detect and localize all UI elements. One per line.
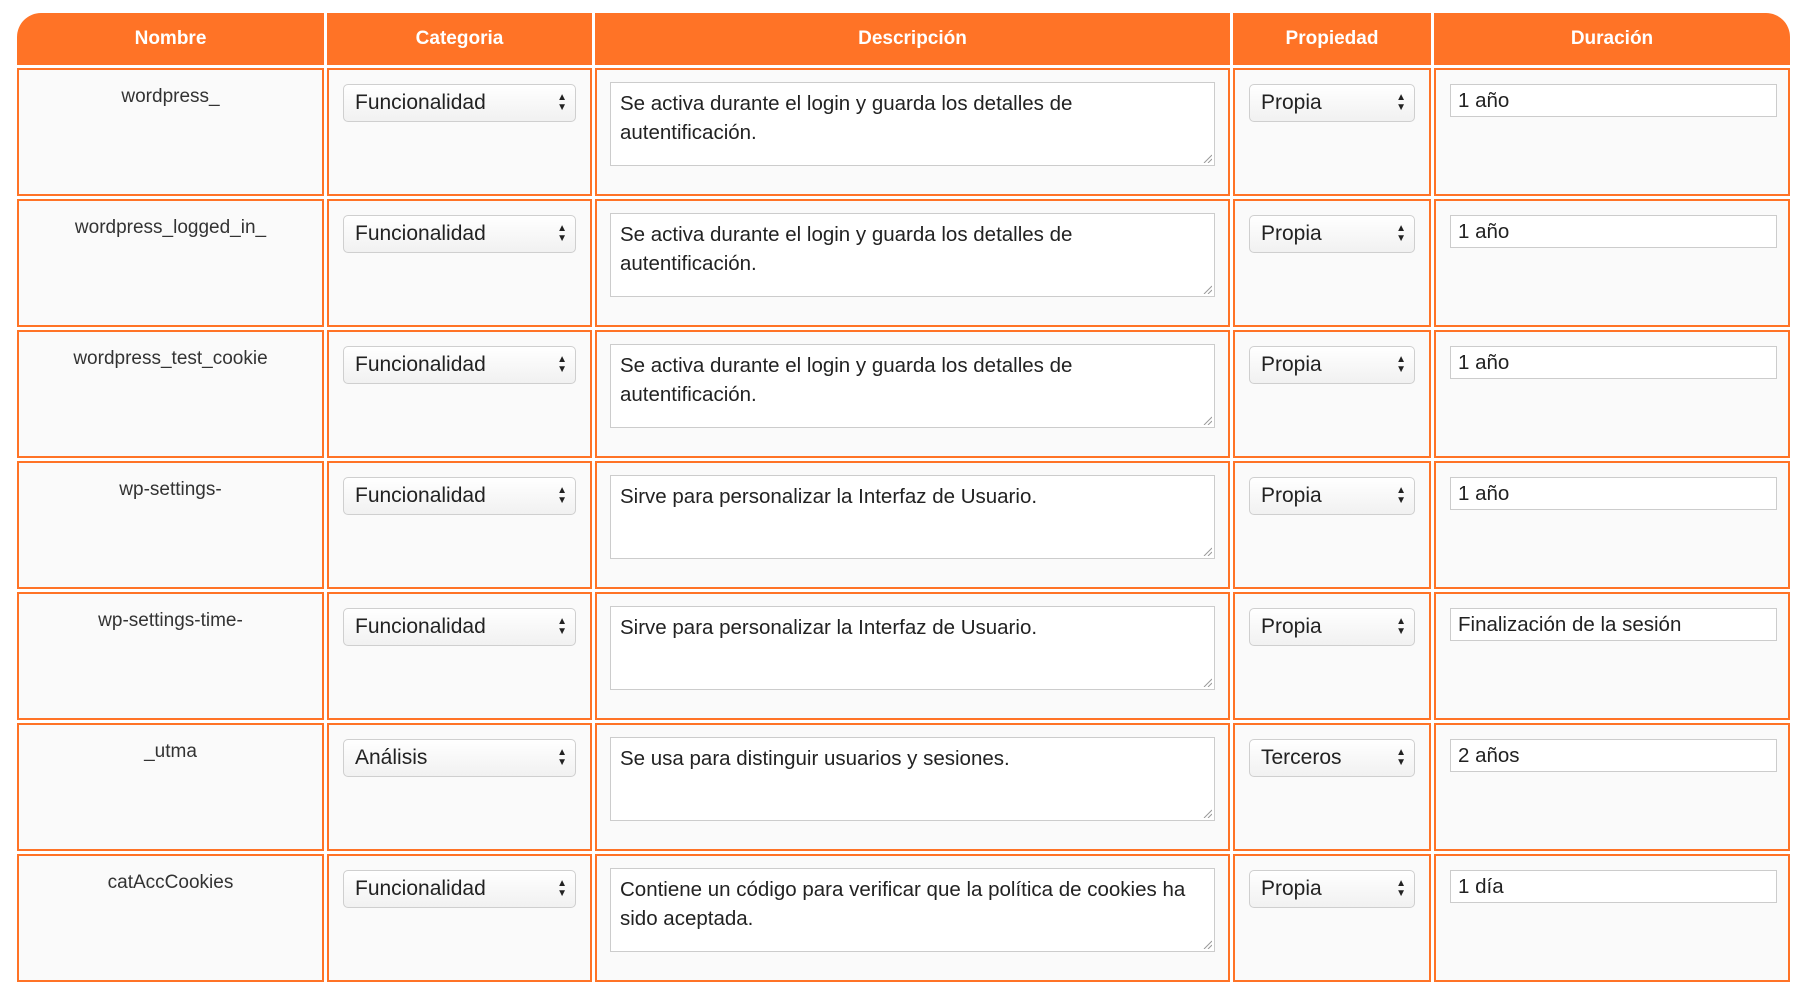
duration-input[interactable] — [1450, 215, 1777, 248]
cookie-name: _utma — [144, 741, 197, 762]
duration-value: 1 año — [1458, 482, 1510, 505]
property-cell — [1233, 68, 1431, 196]
property-select-value: Terceros — [1261, 746, 1342, 769]
category-select-value: Funcionalidad — [355, 353, 486, 376]
category-select-value: Funcionalidad — [355, 615, 486, 638]
property-select[interactable] — [1249, 739, 1415, 777]
category-select-value: Análisis — [355, 746, 428, 769]
cookie-name-cell — [17, 68, 324, 196]
updown-arrows-icon: ▲ ▼ — [1396, 485, 1406, 506]
property-select-value: Propia — [1261, 91, 1322, 114]
category-select[interactable] — [343, 477, 576, 515]
table-body — [17, 68, 1790, 982]
description-cell — [595, 854, 1230, 982]
property-select[interactable] — [1249, 215, 1415, 253]
table-row — [17, 330, 1790, 458]
category-cell — [327, 461, 592, 589]
duration-input[interactable] — [1450, 346, 1777, 379]
property-select-value: Propia — [1261, 877, 1322, 900]
duration-cell — [1434, 723, 1790, 851]
updown-arrows-icon: ▲ ▼ — [557, 92, 567, 113]
cookie-name: wordpress_test_cookie — [73, 348, 268, 369]
property-cell — [1233, 330, 1431, 458]
description-textarea[interactable] — [610, 868, 1215, 952]
duration-input[interactable] — [1450, 477, 1777, 510]
description-text: Se activa durante el login y guarda los detalles de autentificación. — [620, 354, 1073, 406]
updown-arrows-icon: ▲ ▼ — [557, 616, 567, 637]
updown-arrows-icon: ▲ ▼ — [557, 878, 567, 899]
cookies-table — [14, 10, 1793, 985]
category-cell — [327, 68, 592, 196]
cookie-name-cell — [17, 461, 324, 589]
duration-cell — [1434, 592, 1790, 720]
description-cell — [595, 723, 1230, 851]
resize-grip-icon[interactable] — [1202, 284, 1212, 294]
property-select[interactable] — [1249, 870, 1415, 908]
category-select[interactable] — [343, 215, 576, 253]
description-text: Se activa durante el login y guarda los detalles de autentificación. — [620, 223, 1073, 275]
duration-input[interactable] — [1450, 84, 1777, 117]
updown-arrows-icon: ▲ ▼ — [1396, 747, 1406, 768]
property-cell — [1233, 199, 1431, 327]
cookie-name-cell — [17, 199, 324, 327]
description-cell — [595, 68, 1230, 196]
table-row — [17, 461, 1790, 589]
cookie-name-cell — [17, 723, 324, 851]
duration-input[interactable] — [1450, 608, 1777, 641]
description-cell — [595, 330, 1230, 458]
category-cell — [327, 723, 592, 851]
updown-arrows-icon: ▲ ▼ — [557, 223, 567, 244]
property-select[interactable] — [1249, 84, 1415, 122]
duration-value: 1 año — [1458, 89, 1510, 112]
header-nombre: Nombre — [17, 13, 324, 65]
duration-value: Finalización de la sesión — [1458, 613, 1682, 636]
category-cell — [327, 592, 592, 720]
description-text: Contiene un código para verificar que la política de cookies ha sido aceptada. — [620, 878, 1186, 930]
category-cell — [327, 199, 592, 327]
cookie-name: wp-settings- — [119, 479, 222, 500]
resize-grip-icon[interactable] — [1202, 677, 1212, 687]
description-textarea[interactable] — [610, 213, 1215, 297]
resize-grip-icon[interactable] — [1202, 153, 1212, 163]
resize-grip-icon[interactable] — [1202, 415, 1212, 425]
duration-cell — [1434, 854, 1790, 982]
property-select[interactable] — [1249, 346, 1415, 384]
header-duracion: Duración — [1434, 13, 1790, 65]
category-select-value: Funcionalidad — [355, 484, 486, 507]
description-textarea[interactable] — [610, 737, 1215, 821]
description-textarea[interactable] — [610, 82, 1215, 166]
duration-cell — [1434, 461, 1790, 589]
table-row — [17, 592, 1790, 720]
cookie-name: wp-settings-time- — [98, 610, 243, 631]
duration-cell — [1434, 68, 1790, 196]
description-cell — [595, 199, 1230, 327]
duration-value: 2 años — [1458, 744, 1520, 767]
updown-arrows-icon: ▲ ▼ — [557, 485, 567, 506]
category-select-value: Funcionalidad — [355, 222, 486, 245]
property-cell — [1233, 854, 1431, 982]
updown-arrows-icon: ▲ ▼ — [1396, 878, 1406, 899]
description-text: Se usa para distinguir usuarios y sesiones. — [620, 747, 1010, 770]
cookie-name: wordpress_logged_in_ — [74, 217, 267, 238]
description-textarea[interactable] — [610, 475, 1215, 559]
table-header — [17, 13, 1790, 65]
resize-grip-icon[interactable] — [1202, 808, 1212, 818]
description-text: Se activa durante el login y guarda los detalles de autentificación. — [620, 92, 1073, 144]
updown-arrows-icon: ▲ ▼ — [1396, 92, 1406, 113]
property-cell — [1233, 592, 1431, 720]
duration-value: 1 año — [1458, 220, 1510, 243]
cookie-name-cell — [17, 854, 324, 982]
property-select-value: Propia — [1261, 484, 1322, 507]
table-row — [17, 723, 1790, 851]
category-select[interactable] — [343, 84, 576, 122]
category-select[interactable] — [343, 346, 576, 384]
category-select[interactable] — [343, 870, 576, 908]
resize-grip-icon[interactable] — [1202, 546, 1212, 556]
cookies-table-container — [14, 10, 1787, 985]
property-cell — [1233, 723, 1431, 851]
category-select-value: Funcionalidad — [355, 91, 486, 114]
resize-grip-icon[interactable] — [1202, 939, 1212, 949]
property-select-value: Propia — [1261, 353, 1322, 376]
duration-input[interactable] — [1450, 739, 1777, 772]
description-cell — [595, 461, 1230, 589]
updown-arrows-icon: ▲ ▼ — [557, 747, 567, 768]
table-row — [17, 854, 1790, 982]
duration-cell — [1434, 330, 1790, 458]
updown-arrows-icon: ▲ ▼ — [1396, 223, 1406, 244]
updown-arrows-icon: ▲ ▼ — [1396, 354, 1406, 375]
property-select-value: Propia — [1261, 222, 1322, 245]
header-row — [17, 13, 1790, 65]
header-descripcion: Descripción — [595, 13, 1230, 65]
property-select[interactable] — [1249, 477, 1415, 515]
description-text: Sirve para personalizar la Interfaz de Usuario. — [620, 485, 1038, 508]
description-textarea[interactable] — [610, 344, 1215, 428]
updown-arrows-icon: ▲ ▼ — [1396, 616, 1406, 637]
header-propiedad: Propiedad — [1233, 13, 1431, 65]
updown-arrows-icon: ▲ ▼ — [557, 354, 567, 375]
header-categoria: Categoria — [327, 13, 592, 65]
property-cell — [1233, 461, 1431, 589]
duration-input[interactable] — [1450, 870, 1777, 903]
duration-cell — [1434, 199, 1790, 327]
description-textarea[interactable] — [610, 606, 1215, 690]
property-select[interactable] — [1249, 608, 1415, 646]
category-cell — [327, 854, 592, 982]
cookie-name: wordpress_ — [121, 86, 220, 107]
duration-value: 1 año — [1458, 351, 1510, 374]
category-cell — [327, 330, 592, 458]
description-cell — [595, 592, 1230, 720]
duration-value: 1 día — [1458, 875, 1504, 898]
cookie-name: catAccCookies — [107, 872, 234, 893]
table-row — [17, 68, 1790, 196]
category-select[interactable] — [343, 739, 576, 777]
table-row — [17, 199, 1790, 327]
property-select-value: Propia — [1261, 615, 1322, 638]
description-text: Sirve para personalizar la Interfaz de Usuario. — [620, 616, 1038, 639]
cookie-name-cell — [17, 592, 324, 720]
category-select-value: Funcionalidad — [355, 877, 486, 900]
category-select[interactable] — [343, 608, 576, 646]
cookie-name-cell — [17, 330, 324, 458]
